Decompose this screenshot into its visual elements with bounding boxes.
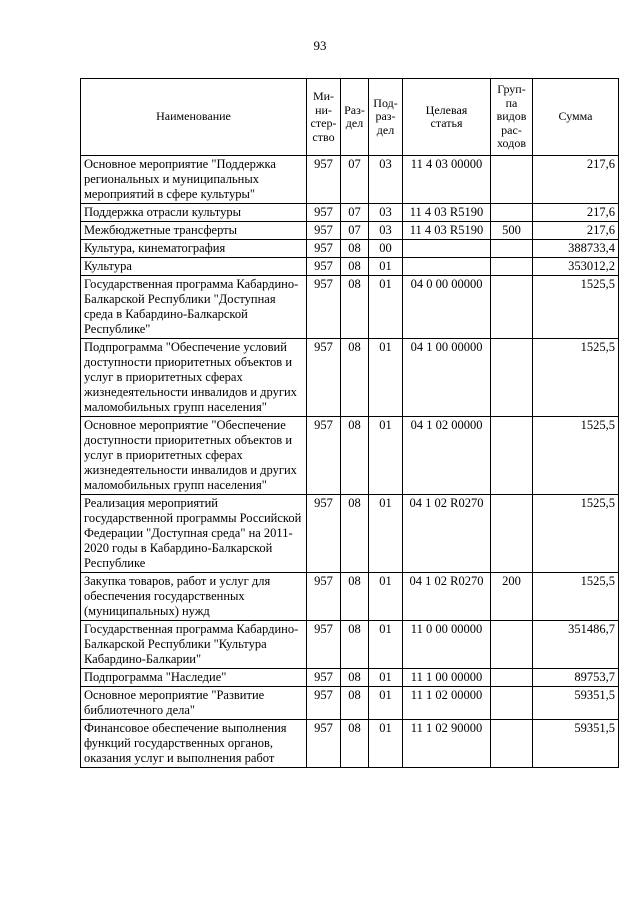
cell-group	[491, 417, 533, 495]
cell-target: 04 0 00 00000	[403, 276, 491, 339]
cell-name: Межбюджетные трансферты	[81, 222, 307, 240]
table-row	[81, 720, 619, 768]
cell-target: 11 1 02 00000	[403, 687, 491, 720]
cell-sum: 217,6	[533, 222, 619, 240]
header-row	[81, 79, 619, 156]
cell-sum: 89753,7	[533, 669, 619, 687]
page-number: 93	[313, 38, 327, 53]
cell-section: 08	[341, 573, 369, 621]
cell-ministry: 957	[307, 573, 341, 621]
cell-target: 04 1 02 00000	[403, 417, 491, 495]
cell-section: 08	[341, 258, 369, 276]
cell-group: 500	[491, 222, 533, 240]
cell-ministry: 957	[307, 222, 341, 240]
header-sum: Сумма	[533, 79, 619, 156]
cell-group: 200	[491, 573, 533, 621]
cell-name: Поддержка отрасли культуры	[81, 204, 307, 222]
cell-sum: 351486,7	[533, 621, 619, 669]
table-row	[81, 204, 619, 222]
table-row	[81, 417, 619, 495]
table-row	[81, 258, 619, 276]
header-target: Целевая статья	[403, 79, 491, 156]
cell-name: Подпрограмма "Наследие"	[81, 669, 307, 687]
table-row	[81, 495, 619, 573]
cell-name: Реализация мероприятий государственной программы Российской Федерации "Доступная среда" на 2011-2020 годы в Кабардино-Балкарской Республике	[81, 495, 307, 573]
cell-subsection: 01	[369, 669, 403, 687]
cell-sum: 217,6	[533, 156, 619, 204]
cell-target	[403, 258, 491, 276]
table-row	[81, 339, 619, 417]
table-row	[81, 240, 619, 258]
cell-ministry: 957	[307, 417, 341, 495]
cell-section: 08	[341, 417, 369, 495]
cell-ministry: 957	[307, 258, 341, 276]
cell-sum: 1525,5	[533, 495, 619, 573]
cell-group	[491, 669, 533, 687]
cell-section: 07	[341, 156, 369, 204]
header-group: Груп- па видов рас- ходов	[491, 79, 533, 156]
cell-subsection: 03	[369, 204, 403, 222]
cell-group	[491, 339, 533, 417]
cell-name: Финансовое обеспечение выполнения функций государственных органов, оказания услуг и выполнения работ	[81, 720, 307, 768]
cell-ministry: 957	[307, 204, 341, 222]
cell-group	[491, 156, 533, 204]
cell-target: 11 4 03 R5190	[403, 222, 491, 240]
cell-sum: 1525,5	[533, 573, 619, 621]
cell-sum: 59351,5	[533, 687, 619, 720]
cell-sum: 388733,4	[533, 240, 619, 258]
cell-target: 11 1 02 90000	[403, 720, 491, 768]
header-section: Раз- дел	[341, 79, 369, 156]
cell-section: 08	[341, 240, 369, 258]
table-row	[81, 669, 619, 687]
cell-section: 07	[341, 222, 369, 240]
cell-name: Подпрограмма "Обеспечение условий доступности приоритетных объектов и услуг в приоритетных сферах жизнедеятельности инвалидов и других маломобильных групп населения"	[81, 339, 307, 417]
cell-target: 11 4 03 00000	[403, 156, 491, 204]
cell-subsection: 03	[369, 222, 403, 240]
cell-sum: 1525,5	[533, 339, 619, 417]
cell-group	[491, 258, 533, 276]
budget-table	[80, 78, 619, 768]
cell-name: Закупка товаров, работ и услуг для обеспечения государственных (муниципальных) нужд	[81, 573, 307, 621]
cell-subsection: 00	[369, 240, 403, 258]
cell-target: 11 1 00 00000	[403, 669, 491, 687]
cell-group	[491, 687, 533, 720]
cell-subsection: 01	[369, 495, 403, 573]
cell-section: 08	[341, 621, 369, 669]
cell-name: Основное мероприятие "Развитие библиотечного дела"	[81, 687, 307, 720]
cell-section: 08	[341, 687, 369, 720]
cell-section: 08	[341, 276, 369, 339]
cell-section: 07	[341, 204, 369, 222]
header-ministry: Ми- ни- стер- ство	[307, 79, 341, 156]
cell-sum: 59351,5	[533, 720, 619, 768]
cell-subsection: 01	[369, 621, 403, 669]
cell-section: 08	[341, 339, 369, 417]
cell-ministry: 957	[307, 240, 341, 258]
cell-ministry: 957	[307, 621, 341, 669]
cell-target: 04 1 02 R0270	[403, 495, 491, 573]
table-row	[81, 156, 619, 204]
cell-subsection: 03	[369, 156, 403, 204]
cell-ministry: 957	[307, 276, 341, 339]
cell-ministry: 957	[307, 495, 341, 573]
cell-ministry: 957	[307, 156, 341, 204]
cell-target	[403, 240, 491, 258]
cell-ministry: 957	[307, 687, 341, 720]
cell-group	[491, 276, 533, 339]
cell-group	[491, 720, 533, 768]
cell-name: Культура, кинематография	[81, 240, 307, 258]
table-row	[81, 276, 619, 339]
cell-sum: 217,6	[533, 204, 619, 222]
cell-subsection: 01	[369, 258, 403, 276]
cell-sum: 1525,5	[533, 417, 619, 495]
cell-group	[491, 204, 533, 222]
cell-ministry: 957	[307, 339, 341, 417]
cell-group	[491, 240, 533, 258]
table-body	[81, 156, 619, 768]
cell-target: 04 1 00 00000	[403, 339, 491, 417]
cell-name: Основное мероприятие "Обеспечение доступности приоритетных объектов и услуг в приоритетных сферах жизнедеятельности инвалидов и других маломобильных групп населения"	[81, 417, 307, 495]
cell-subsection: 01	[369, 417, 403, 495]
table-row	[81, 573, 619, 621]
cell-group	[491, 621, 533, 669]
header-subsection: Под- раз- дел	[369, 79, 403, 156]
cell-ministry: 957	[307, 720, 341, 768]
cell-sum: 1525,5	[533, 276, 619, 339]
cell-name: Основное мероприятие "Поддержка региональных и муниципальных мероприятий в сфере культуры"	[81, 156, 307, 204]
cell-sum: 353012,2	[533, 258, 619, 276]
cell-group	[491, 495, 533, 573]
cell-name: Государственная программа Кабардино-Балкарской Республики "Культура Кабардино-Балкарии"	[81, 621, 307, 669]
cell-section: 08	[341, 495, 369, 573]
header-name: Наименование	[81, 79, 307, 156]
cell-ministry: 957	[307, 669, 341, 687]
cell-section: 08	[341, 669, 369, 687]
cell-subsection: 01	[369, 339, 403, 417]
table-row	[81, 621, 619, 669]
cell-section: 08	[341, 720, 369, 768]
cell-subsection: 01	[369, 276, 403, 339]
cell-name: Культура	[81, 258, 307, 276]
cell-target: 04 1 02 R0270	[403, 573, 491, 621]
cell-subsection: 01	[369, 720, 403, 768]
cell-subsection: 01	[369, 687, 403, 720]
table-row	[81, 687, 619, 720]
cell-subsection: 01	[369, 573, 403, 621]
table-row	[81, 222, 619, 240]
cell-target: 11 0 00 00000	[403, 621, 491, 669]
cell-name: Государственная программа Кабардино-Балкарской Республики "Доступная среда в Кабардино-Балкарской Республике"	[81, 276, 307, 339]
cell-target: 11 4 03 R5190	[403, 204, 491, 222]
